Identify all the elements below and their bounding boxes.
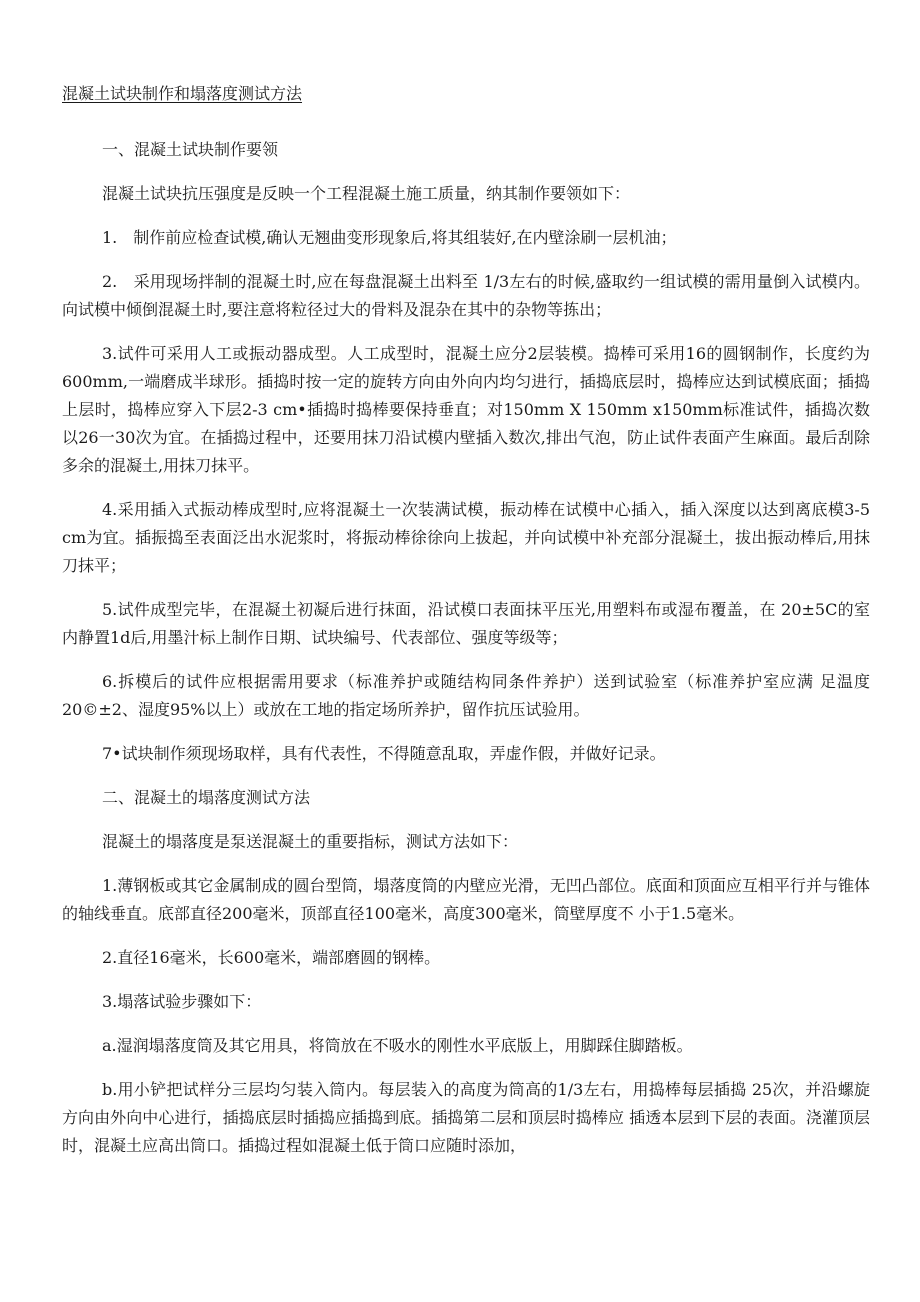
paragraph: b.用小铲把试样分三层均匀装入筒内。每层装入的高度为筒高的1/3左右，用捣棒每层插捣 25次，并沿螺旋方向由外向中心进行，插捣底层时插捣应插捣到底。插捣第二层和顶层时捣棒应 插透本层到下层的表面。浇灌顶层时，混凝土应高出筒口。插捣过程如混凝土低于筒口应随时添加， [62,1080,870,1155]
paragraph: 4.采用插入式振动棒成型时,应将混凝土一次装满试模，振动棒在试模中心插入，插入深度以达到离底模3-5 cm为宜。插振捣至表面泛出水泥浆时，将振动棒徐徐向上拔起，并向试模中补充部分混凝土，拔出振动棒后,用抹刀抹平； [62,500,870,575]
section-heading-1: 一、混凝土试块制作要领 [102,140,279,159]
paragraph: 7•试块制作须现场取样，具有代表性，不得随意乱取，弄虚作假，并做好记录。 [102,744,666,763]
section-heading-2: 二、混凝土的塌落度测试方法 [102,788,311,807]
paragraph: 3.试件可采用人工或振动器成型。人工成型时，混凝土应分2层装模。捣棒可采用16的圆钢制作，长度约为600mm,一端磨成半球形。插捣时按一定的旋转方向由外向内均匀进行，插捣底层时，捣棒应达到试模底面；插捣上层时，捣棒应穿入下层2-3 cm•插捣时捣棒要保持垂直；对150mm X 150mm x150mm标准试件，插捣次数以26一30次为宜。在插捣过程中，还要用抹刀沿试模内壁插入数次,排出气泡，防止试件表面产生麻面。最后刮除多余的混凝土,用抹刀抹平。 [62,344,870,475]
paragraph: 混凝土的塌落度是泵送混凝土的重要指标，测试方法如下： [102,832,519,851]
paragraph: 6.拆模后的试件应根据需用要求（标准养护或随结构同条件养护）送到试验室（标准养护室应满 足温度20©±2、湿度95%以上）或放在工地的指定场所养护，留作抗压试验用。 [62,672,870,719]
document-body [62,136,870,1176]
paragraph: 5.试件成型完毕，在混凝土初凝后进行抹面，沿试模口表面抹平压光,用塑料布或湿布覆盖，在 20±5C的室内静置1d后,用墨汁标上制作日期、试块编号、代表部位、强度等级等； [62,600,870,647]
paragraph: a.湿润塌落度筒及其它用具，将筒放在不吸水的刚性水平底版上，用脚踩住脚踏板。 [102,1036,693,1055]
paragraph: 3.塌落试验步骤如下： [102,992,262,1011]
paragraph: 混凝土试块抗压强度是反映一个工程混凝土施工质量，纳其制作要领如下： [102,184,631,203]
paragraph: 2.直径16毫米，长600毫米，端部磨圆的钢棒。 [102,948,441,967]
paragraph: 1.薄钢板或其它金属制成的圆台型筒，塌落度筒的内壁应光滑，无凹凸部位。底面和顶面应互相平行并与锥体的轴线垂直。底部直径200毫米，顶部直径100毫米，高度300毫米，筒壁厚度不 小于1.5毫米。 [62,876,870,923]
paragraph: 1. 制作前应检查试模,确认无翘曲变形现象后,将其组装好,在内壁涂刷一层机油； [102,228,677,247]
paragraph: 2. 采用现场拌制的混凝土时,应在每盘混凝土出料至 1/3左右的时候,盛取约一组试模的需用量倒入试模内。向试模中倾倒混凝土时,要注意将粒径过大的骨料及混杂在其中的杂物等拣出； [62,272,870,319]
document-title: 混凝土试块制作和塌落度测试方法 [62,84,303,103]
